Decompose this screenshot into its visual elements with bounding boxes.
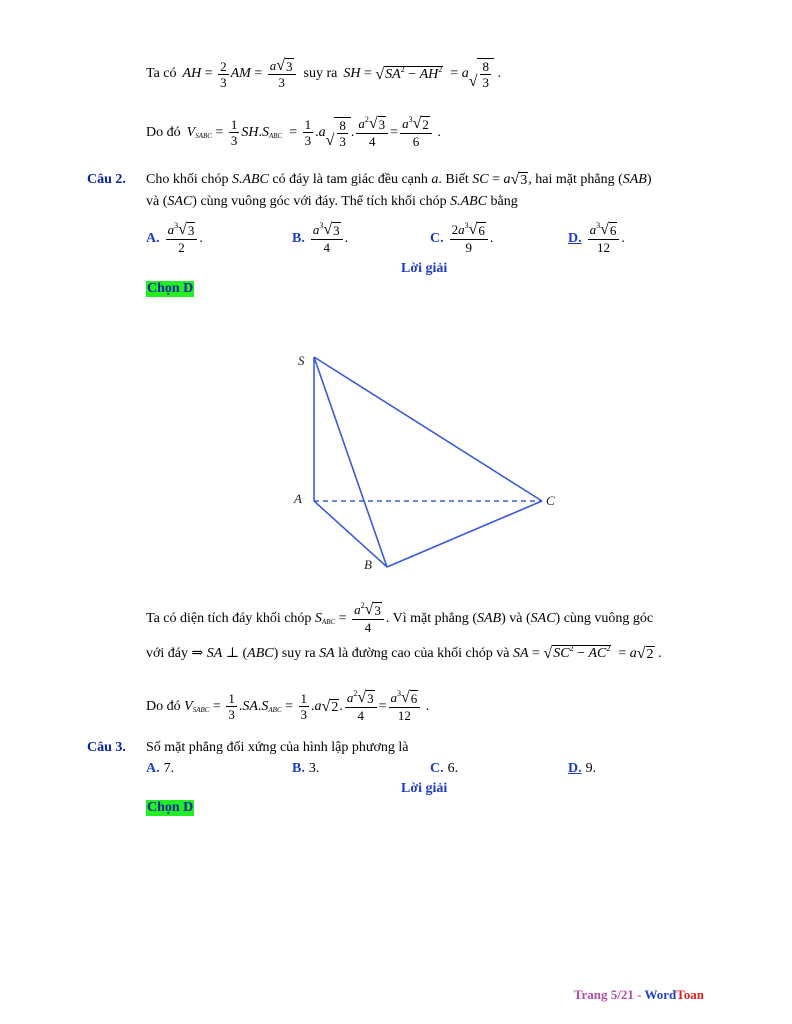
answer-badge: Chọn D xyxy=(147,281,194,296)
option-a[interactable]: A. $a^3$ √ 3 2 . xyxy=(146,221,203,255)
option-c[interactable]: C. 6 . xyxy=(430,761,459,776)
question-text: Số mặt phẳng đối xứng của hình lập phương là xyxy=(146,740,409,755)
solution-line-volume: Do đó V SABC = $\frac{1}{3}$ . SA . S ABC = $\frac{1}{3}$ . a √ 2 . $a^2$ √ 3 4 = $a^3$ √ 6 12 . xyxy=(146,689,430,723)
pyramid-figure xyxy=(280,345,580,580)
edge-sc xyxy=(314,357,542,501)
solution-line-area: Ta có diện tích đáy khối chóp S ABC = $a^2$ √ 3 4 . Vì mặt phẳng ( SAB ) và ( SAC ) cùng vuông góc xyxy=(146,601,654,635)
solution-line-volume-prev: Do đó V SABC = $\frac{1}{3}$ SH . S ABC = $\frac{1}{3}$ . a √ $\frac{8}{3}$ . $a^2$ √ 3 4 = $a^3$ √ 2 6 . xyxy=(146,115,441,149)
question-text-line2: và ( SAC ) cùng vuông góc với đáy. Thể tích khối chóp S.ABC bằng xyxy=(146,194,518,209)
option-b[interactable]: B. $a^3$ √ 3 4 . xyxy=(292,221,349,255)
question-label: Câu 2. xyxy=(87,172,126,187)
solution-line-height: với đáy ⇒ SA ⊥ ( ABC ) suy ra SA là đường cao của khối chóp và SA = √ $SC^2 - AC^2$ = a √ 2 . xyxy=(146,644,662,662)
option-a[interactable]: A. 7 . xyxy=(146,761,175,776)
brand-word: Word xyxy=(644,987,677,1002)
answer-badge: Chọn D xyxy=(147,800,194,815)
page-footer xyxy=(574,987,704,1003)
label-c: C xyxy=(546,493,555,508)
solution-line-ah: Ta có AH = $\frac{2}{3}$ AM = a √ 3 3 suy ra SH = √ $SA^2 - AH^2$ = a √ $\frac{8}{3}$ . xyxy=(146,57,501,90)
option-d[interactable]: D. 9 . xyxy=(568,761,597,776)
option-b[interactable]: B. 3 . xyxy=(292,761,320,776)
option-d[interactable]: D. $a^3$ √ 6 12 . xyxy=(568,221,625,255)
question-text: Cho khối chóp S.ABC có đáy là tam giác đều cạnh a . Biết SC = a √ 3 , hai mặt phẳng ( SAB ) xyxy=(146,171,652,188)
question-label: Câu 3. xyxy=(87,740,126,755)
edge-sb xyxy=(314,357,387,567)
page-number: Trang 5/21 xyxy=(573,987,634,1002)
label-a: A xyxy=(294,491,302,506)
solution-title: Lời giải xyxy=(401,781,448,796)
label-b: B xyxy=(364,557,372,572)
brand-toan: Toan xyxy=(676,987,704,1002)
footer-separator: - xyxy=(633,987,645,1002)
option-c[interactable]: C. $2a^3$ √ 6 9 . xyxy=(430,221,494,255)
label-s: S xyxy=(298,353,305,368)
solution-title: Lời giải xyxy=(401,261,448,276)
edge-bc xyxy=(387,501,542,567)
